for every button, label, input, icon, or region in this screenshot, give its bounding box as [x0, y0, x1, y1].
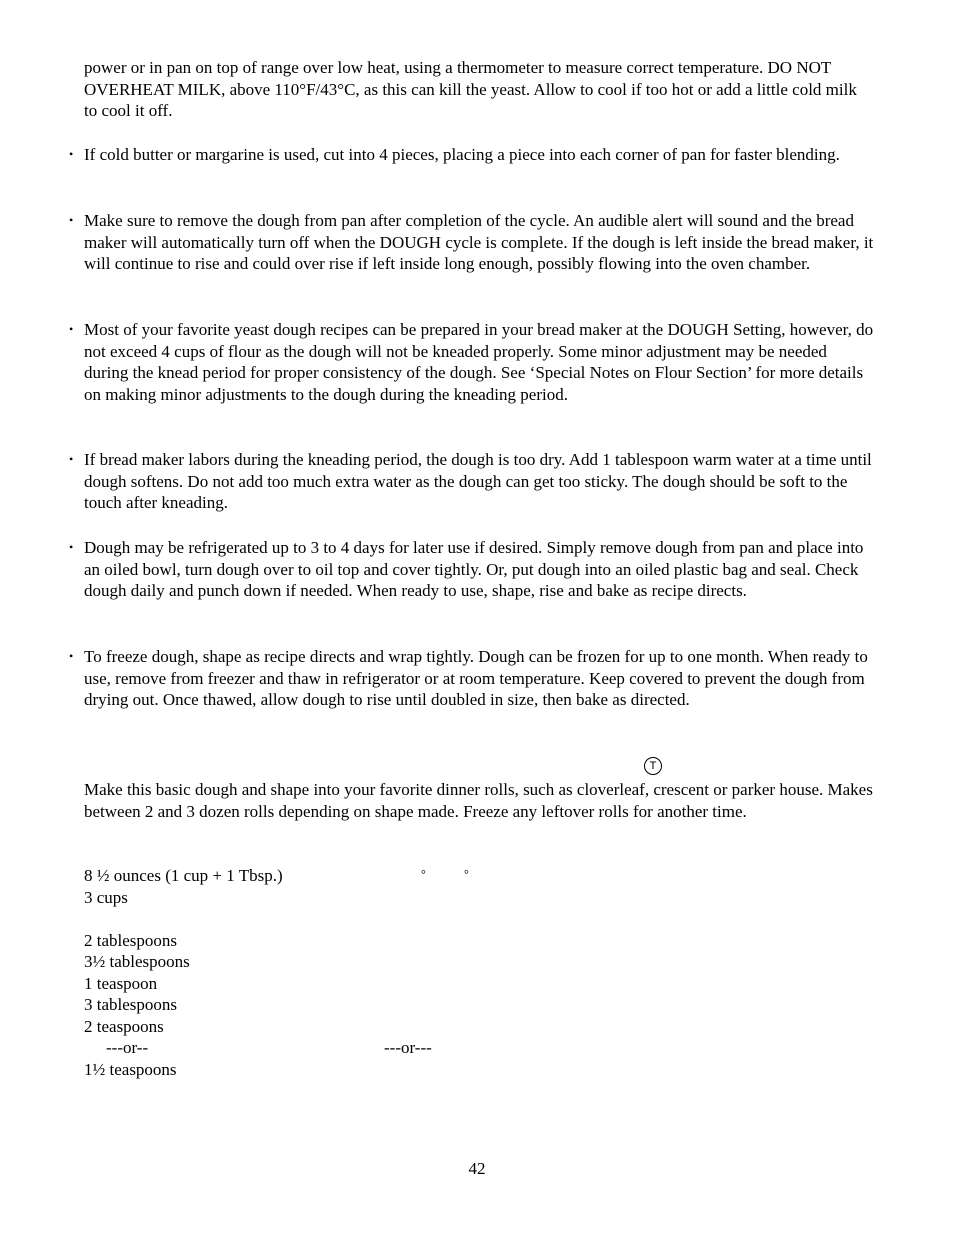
- bullet-marker: •: [69, 452, 74, 466]
- list-item: [69, 144, 874, 166]
- list-item-text: Make sure to remove the dough from pan after completion of the cycle. An audible alert will sound and the bread maker will automatically turn off when the DOUGH cycle is complete. If the dough is left inside the bread maker, it will continue to rise and could over rise if left inside long enough, possibly flowing into the oven chamber.: [84, 211, 874, 274]
- list-item: [69, 319, 874, 405]
- or-separator: ---or--: [106, 1038, 149, 1057]
- page-number: 42: [468, 1159, 486, 1178]
- timer-icon: T: [644, 757, 662, 775]
- bullet-marker: •: [69, 322, 74, 336]
- ingredient-amount: 8 ½ ounces (1 cup + 1 Tbsp.): [84, 866, 283, 885]
- ingredient-amount: 2 tablespoons: [84, 931, 178, 950]
- ingredient-amount: 2 teaspoons: [84, 1017, 164, 1036]
- bullet-marker: •: [69, 147, 74, 161]
- list-item-text: Dough may be refrigerated up to 3 to 4 days for later use if desired. Simply remove dough from pan and place into an oiled bowl, turn dough over to oil top and cover tightly. Or, put dough into an oiled plastic bag and seal. Check dough daily and punch down if needed. When ready to use, shape, rise and bake as recipe directs.: [84, 538, 864, 601]
- ingredient-amount: 3½ tablespoons: [84, 952, 190, 971]
- or-separator: ---or---: [384, 1038, 432, 1057]
- list-item: [69, 537, 874, 602]
- list-item: [69, 646, 874, 711]
- list-item-text: Most of your favorite yeast dough recipes can be prepared in your bread maker at the DOUGH Setting, however, do not exceed 4 cups of flour as the dough will not be kneaded properly. Some minor adjustment may be needed during the knead period for proper consistency of the dough. See ‘Special Notes on Flour Section’ for more details on making minor adjustments to the dough during the kneading period.: [84, 320, 874, 404]
- bullet-marker: •: [69, 213, 74, 227]
- bullet-marker: •: [69, 649, 74, 663]
- intro-paragraph: power or in pan on top of range over low heat, using a thermometer to measure correct temperature. DO NOT OVERHEAT MILK, above 110°F/43°C, as this can kill the yeast. Allow to cool if too hot or add a little cold milk to cool it off.: [84, 58, 857, 121]
- degree-mark: °: [464, 867, 469, 881]
- ingredient-amount: 3 cups: [84, 888, 128, 907]
- list-item-text: To freeze dough, shape as recipe directs and wrap tightly. Dough can be frozen for up to one month. When ready to use, remove from freezer and thaw in refrigerator or at room temperature. Keep covered to prevent the dough from drying out. Once thawed, allow dough to rise until doubled in size, then bake as directed.: [84, 647, 868, 710]
- ingredient-amount: 3 tablespoons: [84, 995, 178, 1014]
- bullet-marker: •: [69, 540, 74, 554]
- list-item-text: If cold butter or margarine is used, cut into 4 pieces, placing a piece into each corner of pan for faster blending.: [84, 145, 840, 164]
- degree-mark: °: [421, 867, 426, 881]
- recipe-description: Make this basic dough and shape into your favorite dinner rolls, such as cloverleaf, crescent or parker house. Makes between 2 and 3 dozen rolls depending on shape made. Freeze any leftover rolls for another time.: [84, 780, 873, 821]
- list-item-text: If bread maker labors during the kneading period, the dough is too dry. Add 1 tablespoon warm water at a time until dough softens. Do not add too much extra water as the dough can get too sticky. The dough should be soft to the touch after kneading.: [84, 450, 872, 513]
- ingredient-amount: 1 teaspoon: [84, 974, 158, 993]
- ingredient-amount: 1½ teaspoons: [84, 1060, 177, 1079]
- list-item: [69, 210, 874, 275]
- list-item: [69, 449, 874, 514]
